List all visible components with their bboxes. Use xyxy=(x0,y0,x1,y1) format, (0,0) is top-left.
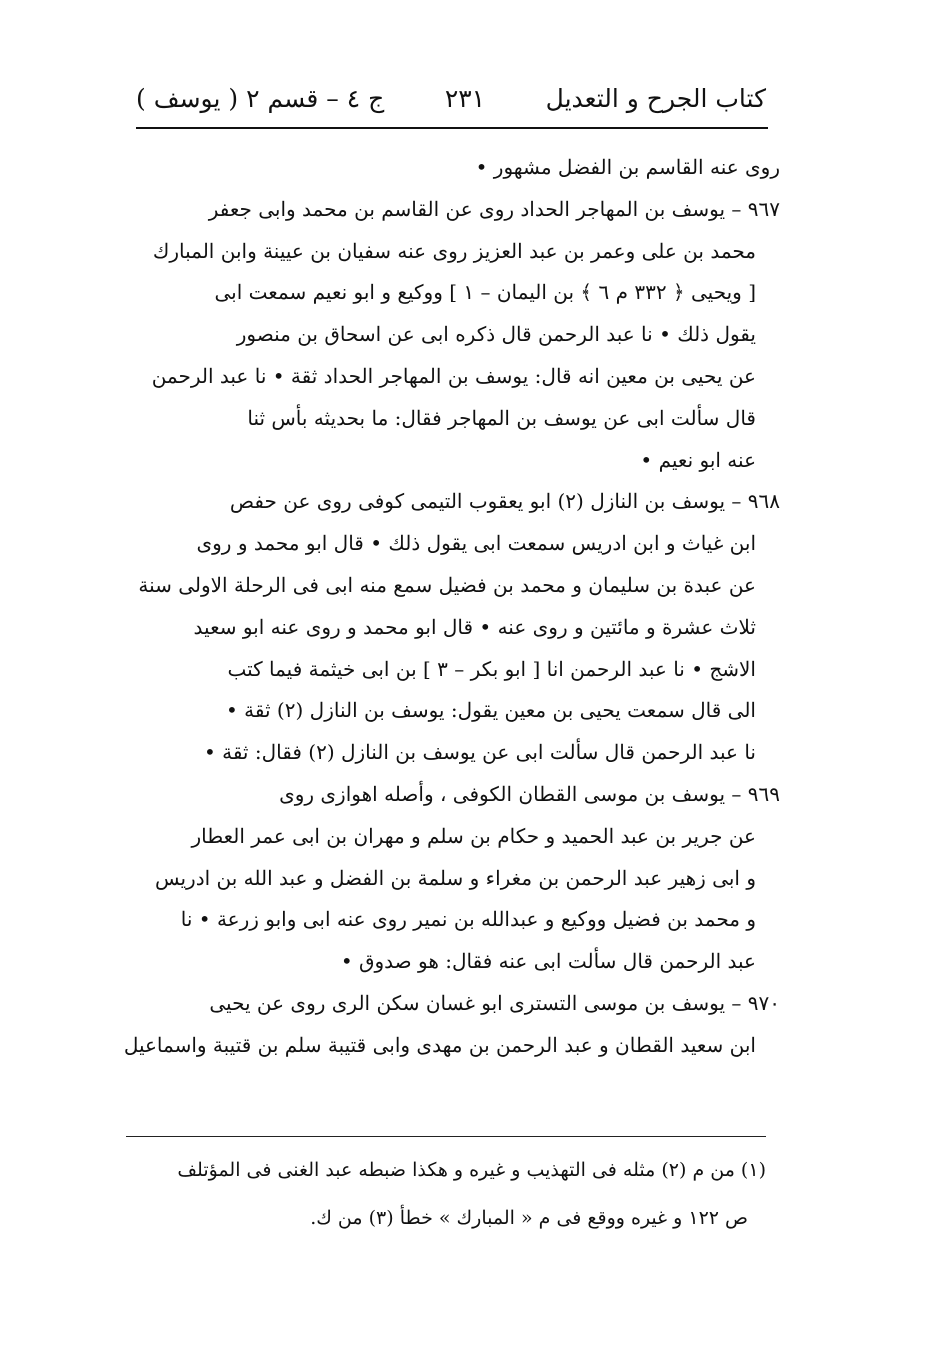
entry-969-heading: ٩٦٩ – يوسف بن موسى القطان الكوفى ، وأصله اهوازى روى xyxy=(279,781,780,806)
book-title: كتاب الجرح و التعديل xyxy=(545,84,766,113)
footnote-line: (١) من م (٢) مثله فى التهذيب و غيره و هكذا ضبطه عبد الغنى فى المؤتلف xyxy=(177,1159,766,1181)
text-line: و ابى زهير عبد الرحمن بن مغراء و سلمة بن الفضل و عبد الله بن ادريس xyxy=(154,865,756,890)
text-line: عبد الرحمن قال سألت ابى عنه فقال: هو صدوق • xyxy=(340,949,756,974)
text-line: [ ويحيى ﴿ ٣٣٢ م ٦ ﴾ بن اليمان – ١ ] ووكيع و ابو نعيم سمعت ابى xyxy=(214,280,756,305)
main-text xyxy=(120,147,780,1067)
text-line: الاشج • نا عبد الرحمن انا [ ابو بكر – ٣ ] بن ابى خيثمة فيما كتب xyxy=(227,656,756,681)
entry-967-heading: ٩٦٧ – يوسف بن المهاجر الحداد روى عن القاسم بن محمد وابى جعفر xyxy=(208,196,780,221)
running-header xyxy=(136,84,766,124)
text-line: روى عنه القاسم بن الفضل مشهور • xyxy=(475,155,780,179)
text-line: الى قال سمعت يحيى بن معين يقول: يوسف بن النازل (٢) ثقة • xyxy=(226,698,756,723)
text-line: نا عبد الرحمن قال سألت ابى عن يوسف بن النازل (٢) فقال: ثقة • xyxy=(203,740,756,765)
footnote-line: ص ١٢٢ و غيره ووقع فى م « المبارك » خطأ (٣) من ك. xyxy=(310,1207,748,1229)
text-line: ابن غياث و ابن ادريس سمعت ابى يقول ذلك • قال ابو محمد و روى xyxy=(196,531,756,556)
text-line: ثلاث عشرة و مائتين و روى عنه • قال ابو محمد و روى عنه ابو سعيد xyxy=(193,614,756,639)
text-line: عن عبدة بن سليمان و محمد بن فضيل سمع منه ابى فى الرحلة الاولى سنة xyxy=(138,572,756,597)
text-line: عن جرير بن عبد الحميد و حكام بن سلم و مهران بن ابى عمر العطار xyxy=(191,823,756,848)
header-rule xyxy=(136,127,768,129)
text-line: ابن سعيد القطان و عبد الرحمن بن مهدى وابى قتيبة سلم بن قتيبة واسماعيل xyxy=(123,1032,756,1057)
page-number: ٢٣١ xyxy=(444,84,486,113)
footnote-rule xyxy=(126,1136,766,1137)
text-line: محمد بن على وعمر بن عبد العزيز روى عنه سفيان بن عيينة وابن المبارك xyxy=(152,238,756,263)
text-line: قال سألت ابى عن يوسف بن المهاجر فقال: ما بحديثه بأس ثنا xyxy=(247,405,756,430)
entry-970-heading: ٩٧٠ – يوسف بن موسى التسترى ابو غسان سكن الرى روى عن يحيى xyxy=(209,990,780,1015)
text-line: عن يحيى بن معين انه قال: يوسف بن المهاجر الحداد ثقة • نا عبد الرحمن xyxy=(151,363,756,388)
text-line: و محمد بن فضيل ووكيع و عبدالله بن نمير روى عنه ابى وابو زرعة • نا xyxy=(180,907,756,932)
header-section: ( يوسف ) ج ٤ – قسم ٢ xyxy=(136,84,385,113)
entry-968-heading: ٩٦٨ – يوسف بن النازل (٢) ابو يعقوب التيمى كوفى روى عن حفص xyxy=(229,489,780,514)
text-line: يقول ذلك • نا عبد الرحمن قال ذكره ابى عن اسحاق بن منصور xyxy=(236,322,756,347)
text-line: عنه ابو نعيم • xyxy=(640,447,756,472)
footnotes xyxy=(126,1146,766,1242)
